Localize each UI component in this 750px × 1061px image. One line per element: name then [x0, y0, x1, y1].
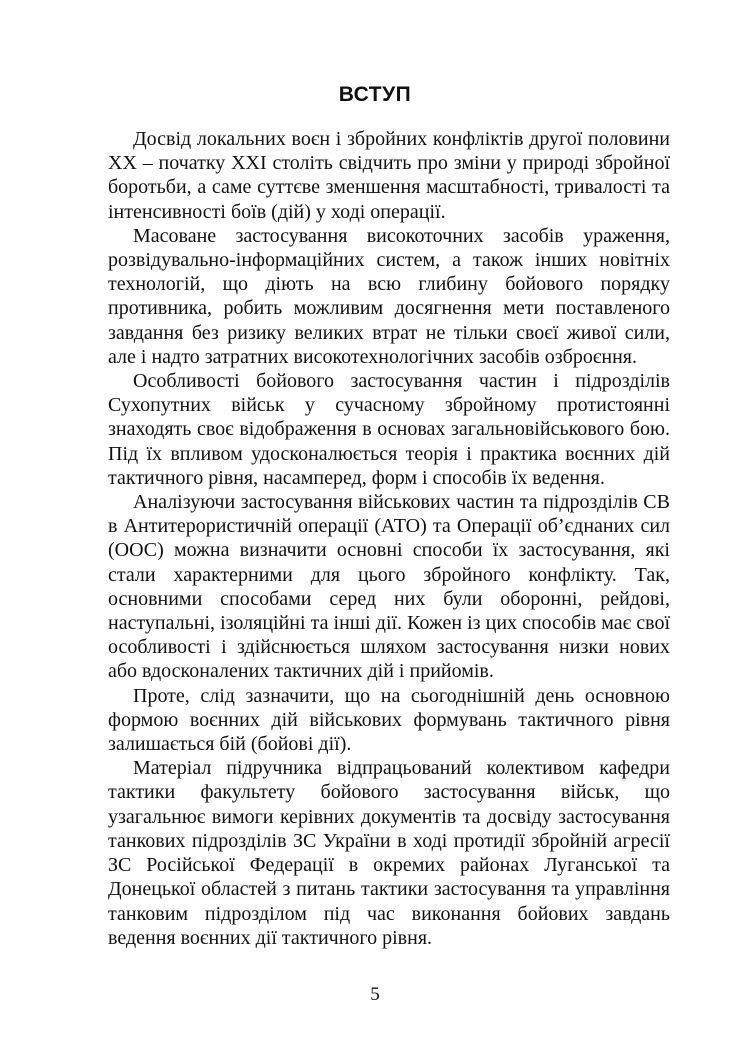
paragraph-4: Аналізуючи застосування військових частин та підрозділів СВ в Антитерористичній операції (АТО) та Операції об’єднаних сил (ООС) можна визначити основні способи їх застосування, які стали характерними для цього збройного конфлікту. Так, основними способами серед них були оборонні, рейдові, наступальні, ізоляційні та інші дії. Кожен із цих способів має свої особливості і здійснюється шляхом застосування низки нових або вдосконалених тактичних дій і прийомів.	[108, 491, 670, 683]
paragraph-2: Масоване застосування високоточних засобів ураження, розвідувально-інформаційних систем, а також інших новітніх технологій, що діють на всю глибину бойового порядку противника, робить можливим досягнення мети поставленого завдання без ризику великих втрат не тільки своєї живої сили, але і надто затратних високотехнологічних засобів озброєння.	[108, 224, 670, 368]
paragraph-3: Особливості бойового застосування частин і підрозділів Сухопутних військ у сучасному збройному протистоянні знаходять своє відображення в основах загальновійськового бою. Під їх впливом удосконалюється теорія і практика воєнних дій тактичного рівня, насамперед, форм і способів їх ведення.	[108, 370, 670, 489]
body-text	[108, 127, 670, 950]
page-title: ВСТУП	[338, 83, 412, 106]
paragraph-1: Досвід локальних воєн і збройних конфліктів другої половини XX – початку XXI століть свідчить про зміни у природі збройної боротьби, а саме суттєве зменшення масштабності, тривалості та інтенсивності боїв (дій) у ході операції.	[108, 128, 670, 223]
page-number: 5	[370, 984, 380, 1005]
paragraph-6: Матеріал підручника відпрацьований колективом кафедри тактики факультету бойового застосування військ, що узагальнює вимоги керівних документів та досвіду застосування танкових підрозділів ЗС України в ході протидії збройній агресії ЗС Російської Федерації в окремих районах Луганської та Донецької областей з питань тактики застосування та управління танковим підрозділом під час виконання бойових завдань ведення воєнних дії тактичного рівня.	[108, 757, 670, 949]
paragraph-5: Проте, слід зазначити, що на сьогоднішній день основною формою воєнних дій військових формувань тактичного рівня залишається бій (бойові дії).	[108, 684, 670, 756]
